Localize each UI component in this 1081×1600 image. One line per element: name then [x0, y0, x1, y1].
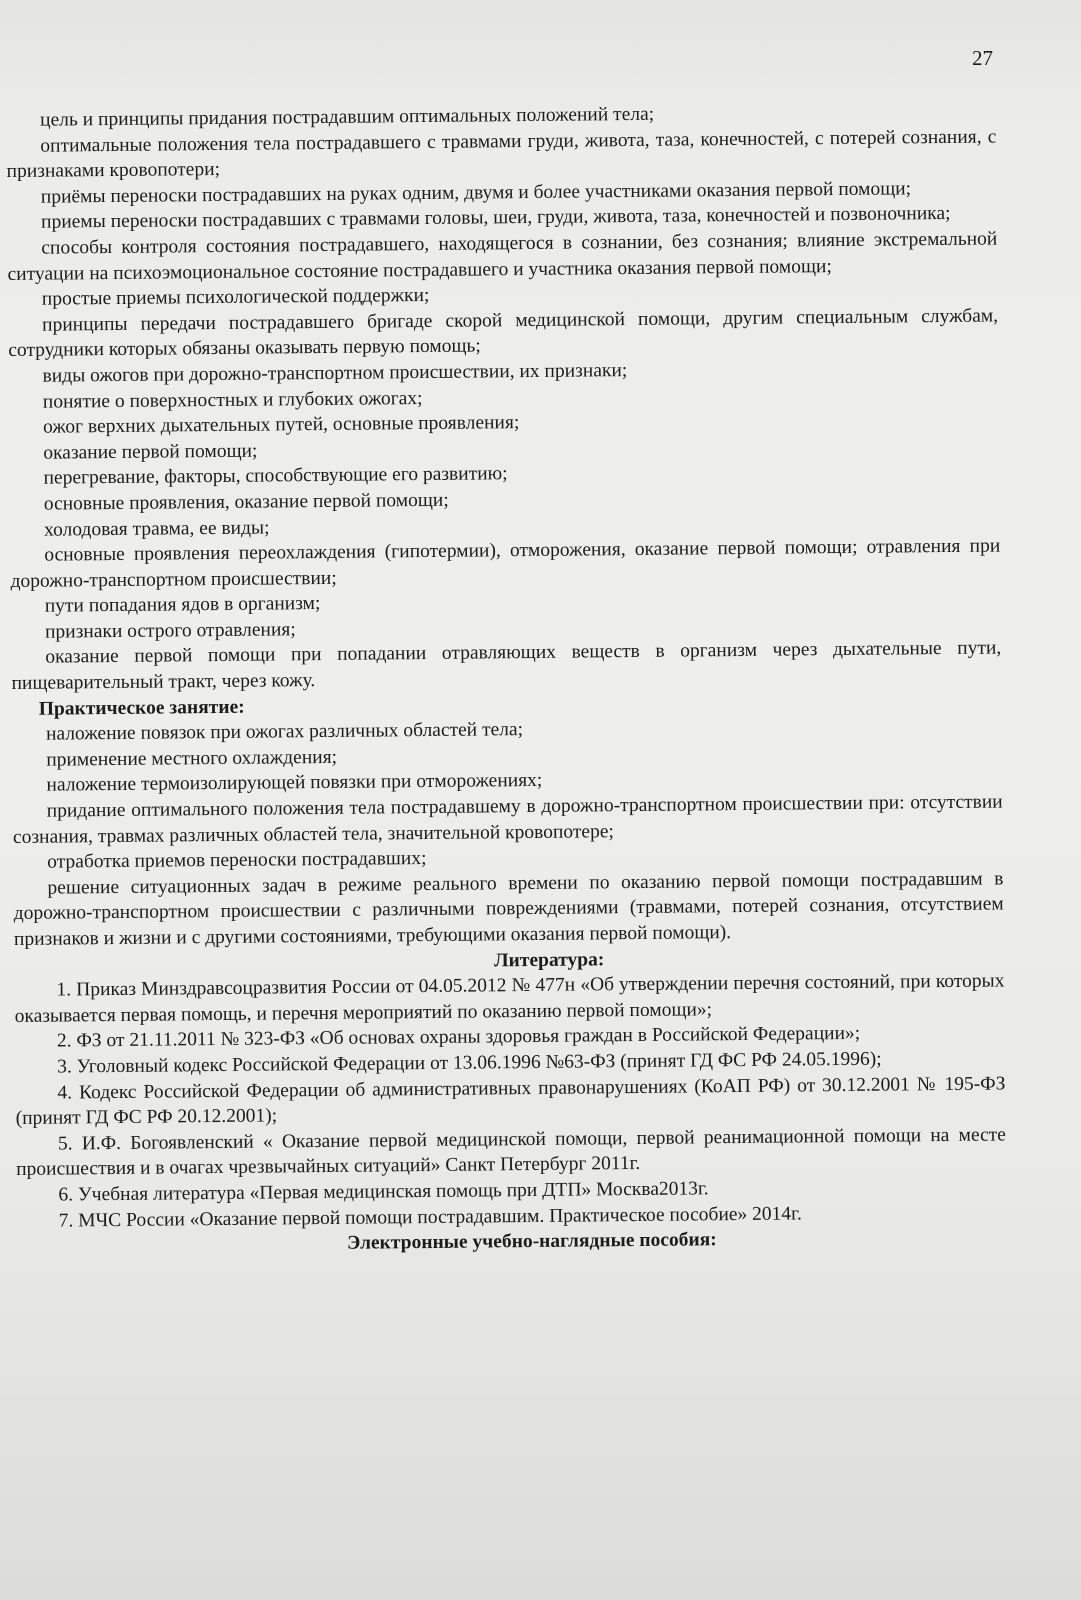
topic-item: ожог верхних дыхательных путей, основные проявления;: [42, 412, 520, 438]
topic-item: способы контроля состояния пострадавшего, находящегося в сознании, без сознания; влияние экстремальной ситуации на психоэмоциональное состояние пострадавшего и участника оказания первой помощи;: [7, 228, 998, 285]
topic-item: приемы переноски пострадавших с травмами головы, шеи, груди, живота, таза, конечностей и позвоночника;: [41, 203, 951, 234]
topic-item: цель и принципы придания пострадавшим оптимальных положений тела;: [40, 103, 655, 131]
topic-item: перегревание, факторы, способствующие его развитию;: [43, 463, 508, 489]
literature-item: 7. МЧС России «Оказание первой помощи пострадавшим. Практическое пособие» 2014г.: [58, 1202, 802, 1232]
literature-item: 5. И.Ф. Богоявленский « Оказание первой медицинской помощи, первой реанимационной помощи на месте происшествия и в очагах чрезвычайных ситуаций» Санкт Петербург 2011г.: [16, 1124, 1007, 1181]
practice-item: придание оптимального положения тела пострадавшему в дорожно-транспортном происшествии при: отсутствии сознания, травмах различных областей тела, значительной кровопотере;: [12, 791, 1003, 848]
topic-item: оказание первой помощи;: [43, 440, 258, 464]
topic-item: пути попадания ядов в организм;: [44, 593, 321, 617]
topic-item: виды ожогов при дорожно-транспортном происшествии, их признаки;: [42, 359, 628, 387]
page-content: [6, 98, 1007, 1259]
practice-list: [12, 713, 1004, 953]
topic-item: оказание первой помощи при попадании отравляющих веществ в организм через дыхательные пути, пищеварительный тракт, через кожу.: [11, 637, 1002, 695]
topic-item: понятие о поверхностных и глубоких ожогах;: [42, 387, 423, 413]
practice-item: наложение повязок при ожогах различных областей тела;: [45, 719, 524, 745]
practice-heading: Практическое занятие:: [38, 696, 245, 720]
topic-item: холодовая травма, ее виды;: [43, 516, 270, 541]
topic-item: приёмы переноски пострадавших на руках одним, двумя и более участниками оказания первой помощи;: [40, 178, 912, 208]
practice-item: решение ситуационных задач в режиме реального времени по оказанию первой помощи пострадавшим в дорожно-транспортном происшествии с различными повреждениями (травмами, потерей сознания, отсутствием признаков и жизни и с другими состояниями, требующими оказания первой помощи).: [13, 868, 1004, 950]
literature-item: 6. Учебная литература «Первая медицинская помощь при ДТП» Москва2013г.: [58, 1178, 709, 1206]
literature-item: 3. Уголовный кодекс Российской Федерации от 13.06.1996 №63-ФЗ (принят ГД ФС РФ 24.05.1996);: [57, 1048, 882, 1078]
practice-item: применение местного охлаждения;: [46, 746, 338, 771]
literature-item: 4. Кодекс Российской Федерации об административных правонарушениях (КоАП РФ) от 30.12.2001 № 195-ФЗ (принят ГД ФС РФ 20.12.2001);: [15, 1073, 1006, 1130]
topic-item: основные проявления, оказание первой помощи;: [43, 489, 449, 515]
page-number: 27: [972, 46, 993, 70]
literature-item: 2. ФЗ от 21.11.2011 № 323-ФЗ «Об основах охраны здоровья граждан в Российской Федерации»;: [56, 1023, 861, 1052]
literature-list: [14, 969, 1006, 1234]
topic-item: основные проявления переохлаждения (гипотермии), отморожения, оказание первой помощи; отравления при дорожно-транспортном происшествии;: [10, 535, 1001, 592]
electronic-aids-heading: Электронные учебно-наглядные пособия:: [346, 1229, 717, 1254]
topic-item: простые приемы психологической поддержки;: [41, 285, 430, 310]
topic-item: признаки острого отравления;: [44, 619, 296, 643]
topic-item: принципы передачи пострадавшего бригаде скорой медицинской помощи, другим специальным службам, сотрудники которых обязаны оказывать первую помощь;: [8, 305, 999, 362]
topic-item: оптимальные положения тела пострадавшего с травмами груди, живота, таза, конечностей, с потерей сознания, с признаками кровопотери;: [6, 126, 997, 183]
literature-heading: Литература:: [493, 948, 605, 971]
literature-item: 1. Приказ Минздравсоцразвития России от 04.05.2012 № 477н «Об утверждении перечня состояний, при которых оказывается первая помощь, и перечня мероприятий по оказанию первой помощи»;: [14, 970, 1005, 1027]
topics-list: [6, 98, 1002, 696]
practice-item: наложение термоизолирующей повязки при отморожениях;: [46, 770, 543, 797]
practice-item: отработка приемов переноски пострадавших;: [47, 848, 427, 873]
